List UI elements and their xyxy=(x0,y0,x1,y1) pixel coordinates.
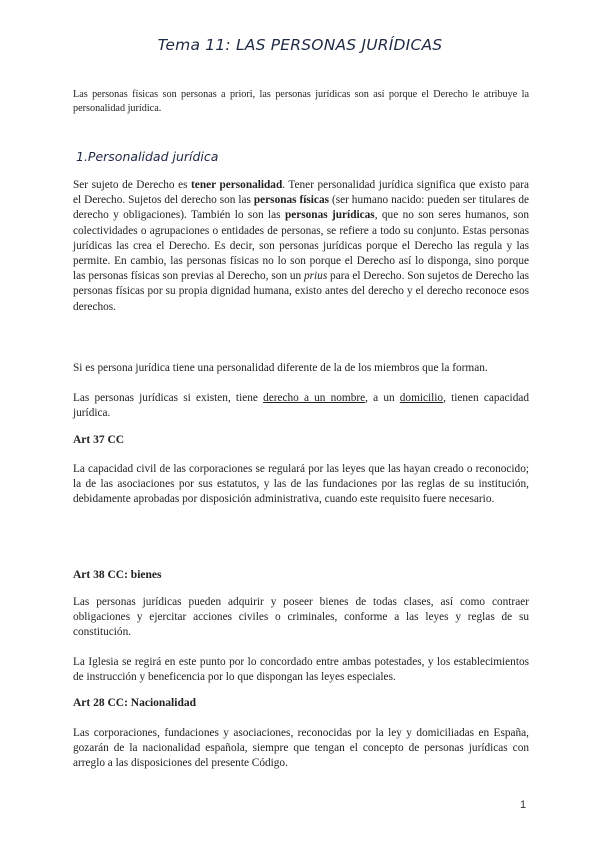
text-run: Ser sujeto de Derecho es xyxy=(73,179,192,191)
art28-heading: Art 28 CC: Nacionalidad xyxy=(73,697,196,709)
underlined-term: domicilio xyxy=(399,392,444,404)
art38-heading: Art 38 CC: bienes xyxy=(73,569,162,581)
personalidad-paragraph xyxy=(73,178,529,315)
text-run: Las personas jurídicas si existen, tiene xyxy=(73,392,264,404)
art37-heading: Art 37 CC xyxy=(73,434,125,446)
text-run: , que no son seres humanos, son colectividades o agrupaciones o entidades de personas, se refiere a todo su conjunto. Estas personas jurídicas las crea el Derecho. Es decir, son personas jurídicas porque el Derecho las regula y las permite. En cambio, las personas físicas no lo son porque el Derecho así lo disponga, sino porque las personas físicas son previas al Derecho, son un xyxy=(73,209,529,283)
page-title: Tema 11: LAS PERSONAS JURÍDICAS xyxy=(157,36,443,54)
art37-text: La capacidad civil de las corporaciones se regulará por las leyes que las hayan creado o reconocido; la de las asociaciones por sus estatutos, y las de las fundaciones por las reglas de su institución, debidamente aprobadas por disposición administrativa, cuando este requisito fuere necesario. xyxy=(73,463,529,506)
nombre-domicilio-paragraph xyxy=(73,391,529,421)
italic-term: prius xyxy=(303,270,328,283)
intro-paragraph: Las personas físicas son personas a priori, las personas jurídicas son así porque el Derecho le atribuye la personalidad jurídica. xyxy=(73,89,529,114)
art38-text-1: Las personas jurídicas pueden adquirir y poseer bienes de todas clases, así como contraer obligaciones y ejercitar acciones civiles o criminales, conforme a las leyes y reglas de su constitución. xyxy=(73,596,529,639)
bold-term: personas jurídicas xyxy=(284,209,375,222)
page-number: 1 xyxy=(520,799,527,811)
personalidad-diferente-paragraph: Si es persona jurídica tiene una personalidad diferente de la de los miembros que la forman. xyxy=(73,362,488,374)
art28-text: Las corporaciones, fundaciones y asociaciones, reconocidas por la ley y domiciliadas en España, gozarán de la nacionalidad española, siempre que tengan el concepto de personas jurídicas con arreglo a las disposiciones del presente Código. xyxy=(73,727,529,770)
bold-term: personas físicas xyxy=(253,194,329,207)
text-run: . Tener personalidad jurídica significa que existo para el Derecho. Sujetos del derecho son las xyxy=(73,179,530,207)
bold-term: tener personalidad xyxy=(191,179,283,191)
text-run: (ser humano nacido: pueden ser titulares de derecho y obligaciones). También lo son las xyxy=(73,194,529,222)
art38-text-2: La Iglesia se regirá en este punto por lo concordado entre ambas potestades, y los establecimientos de instrucción y beneficencia por lo que dispongan las leyes especiales. xyxy=(73,656,529,684)
text-run: , a un xyxy=(365,392,400,404)
text-run: , tienen capacidad jurídica. xyxy=(73,392,530,420)
text-run: para el Derecho. Son sujetos de Derecho las personas físicas por su propia dignidad humana, existo antes del derecho y el derecho reconoce esos derechos. xyxy=(73,270,529,313)
underlined-term: derecho a un nombre xyxy=(263,392,366,404)
section-heading: 1.Personalidad jurídica xyxy=(76,149,219,164)
